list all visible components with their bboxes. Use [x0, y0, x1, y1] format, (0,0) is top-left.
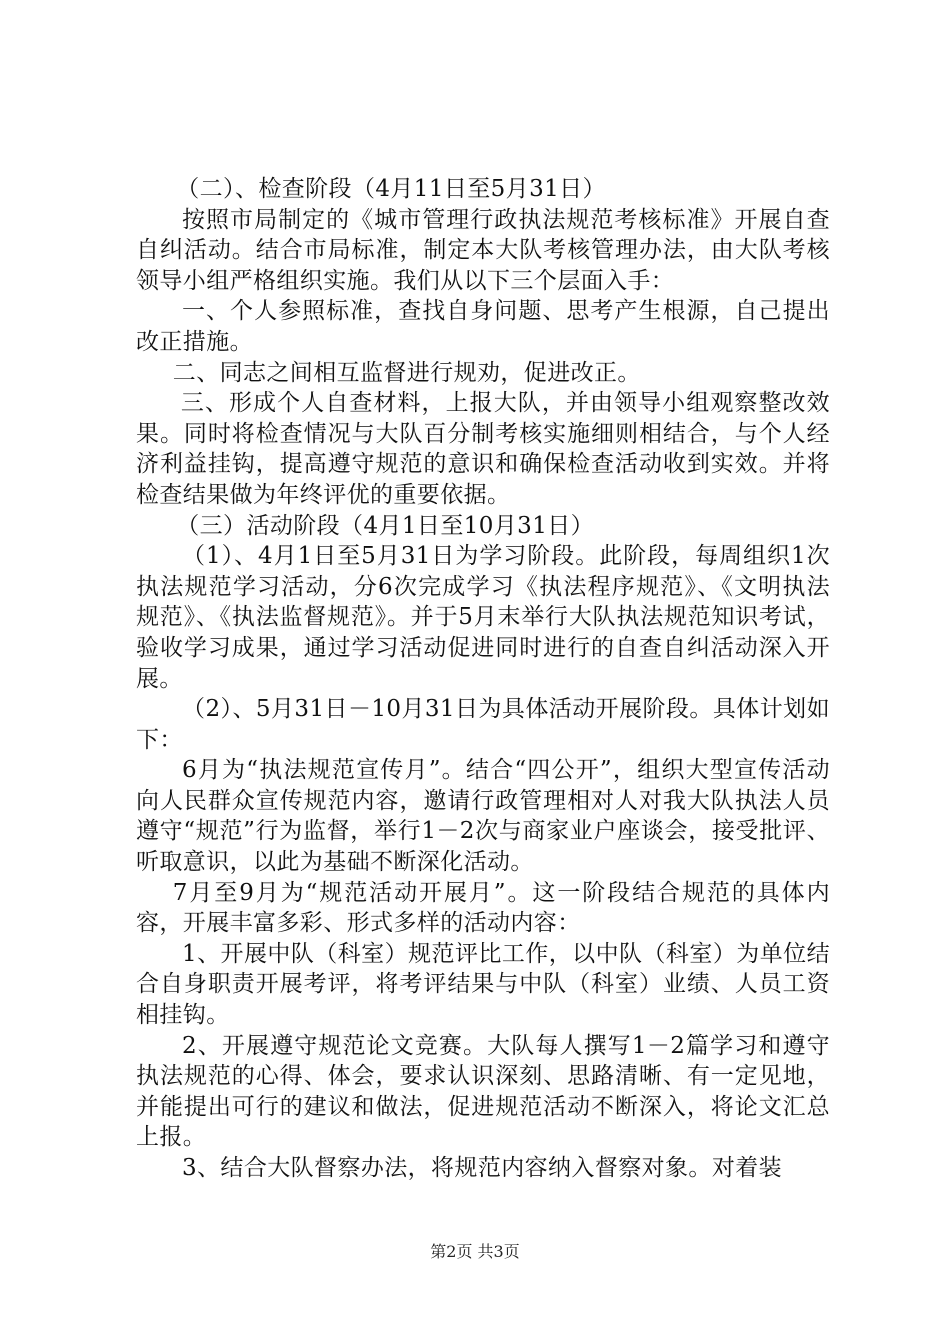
- paragraph-level-one: 一、个人参照标准，查找自身问题、思考产生根源，自己提出改正措施。: [136, 298, 830, 355]
- section-heading-activity: （三）活动阶段（4月1日至10月31日）: [176, 512, 595, 539]
- paragraph-level-two: 二、同志之间相互监督进行规劝，促进改正。: [172, 359, 641, 386]
- paragraph-item-one: 1、开展中队（科室）规范评比工作，以中队（科室）为单位结合自身职责开展考评，将考评结果与中队（科室）业绩、人员工资相挂钩。: [136, 940, 830, 1029]
- paragraph-study-phase: （1）、4月1日至5月31日为学习阶段。此阶段，每周组织1次执法规范学习活动，分6次完成学习《执法程序规范》、《文明执法规范》、《执法监督规范》。并于5月末举行大队执法规范知识考试，验收学习成果，通过学习活动促进同时进行的自查自纠活动深入开展。: [136, 543, 830, 692]
- paragraph-item-three: 3、结合大队督察办法，将规范内容纳入督察对象。对着装: [182, 1155, 783, 1181]
- page-footer: [0, 1242, 950, 1262]
- paragraph-item-two: 2、开展遵守规范论文竞赛。大队每人撰写1－2篇学习和遵守执法规范的心得、体会，要求认识深刻、思路清晰、有一定见地，并能提出可行的建议和做法，促进规范活动不断深入，将论文汇总上报。: [136, 1032, 830, 1151]
- page-number: 第2页 共3页: [430, 1242, 520, 1261]
- paragraph-activity-phase: （2）、5月31日－10月31日为具体活动开展阶段。具体计划如下：: [136, 696, 830, 753]
- paragraph-inspection-intro: 按照市局制定的《城市管理行政执法规范考核标准》开展自查自纠活动。结合市局标准，制定本大队考核管理办法，由大队考核领导小组严格组织实施。我们从以下三个层面入手：: [136, 206, 830, 294]
- section-heading-inspection: （二）、检查阶段（4月11日至5月31日）: [176, 176, 606, 202]
- paragraph-level-three: 三、形成个人自查材料，上报大队，并由领导小组观察整改效果。同时将检查情况与大队百分制考核实施细则相结合，与个人经济利益挂钩，提高遵守规范的意识和确保检查活动收到实效。并将检查结果做为年终评优的重要依据。: [136, 390, 830, 508]
- paragraph-june-plan: 6月为“执法规范宣传月”。结合“四公开”，组织大型宣传活动向人民群众宣传规范内容，邀请行政管理相对人对我大队执法人员遵守“规范”行为监督，举行1－2次与商家业户座谈会，接受批评、听取意识，以此为基础不断深化活动。: [136, 757, 830, 876]
- paragraph-july-sept-plan: 7月至9月为“规范活动开展月”。这一阶段结合规范的具体内容，开展丰富多彩、形式多样的活动内容：: [136, 879, 830, 937]
- document-body: [136, 174, 830, 1184]
